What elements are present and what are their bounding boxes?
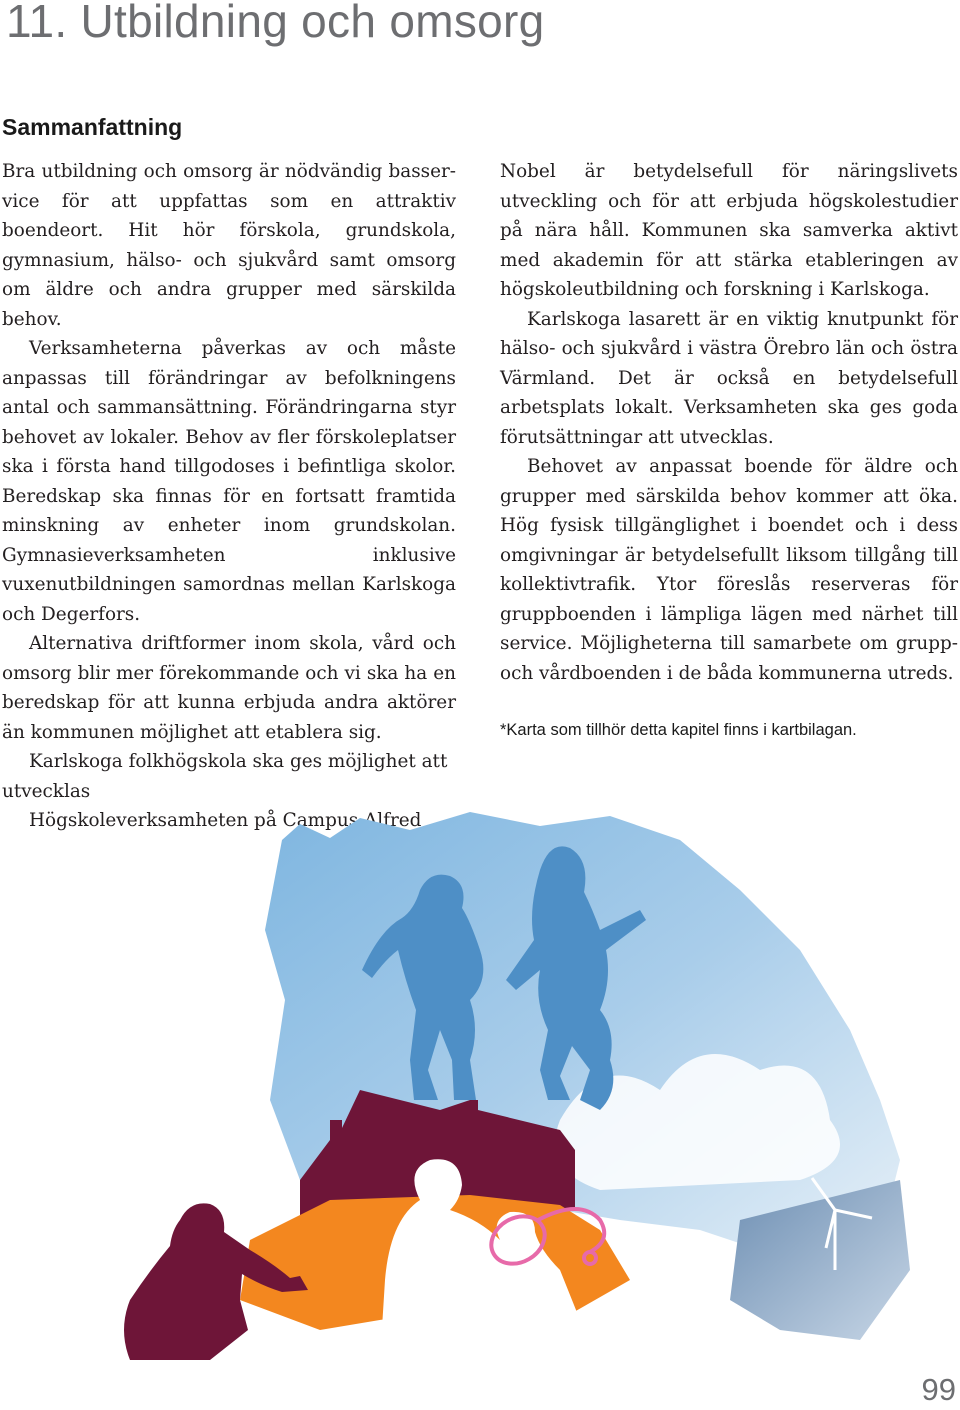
paragraph: Karlskoga lasarett är en viktig knutpunkt för hälso- och sjukvård i västra Örebro län och östra Värmland. Det är också en betydelsefull arbetsplats lokalt. Verksamheten ska ges goda förutsättningar att utvecklas. [500, 308, 958, 448]
section-heading: Sammanfattning [2, 114, 183, 140]
map-note: *Karta som tillhör detta kapitel finns i kartbilagan. [500, 721, 857, 739]
left-column [2, 157, 456, 836]
paragraph: Verksamheterna påverkas av och måste anpassas till förändringar av befolkningens antal och sammansättning. Förändringarna styr behovet av lokaler. Behov av fler förskoleplatser ska i första hand tillgodoses i befintliga skolor. Beredskap ska finnas för en fortsatt framtida minskning av enheter inom grundskolan. Gymnasieverksamheten inklusive vuxenutbildningen samordnas mellan Karlskoga och Degerfors. [2, 338, 456, 625]
illustration-collage [0, 800, 960, 1360]
paragraph: Alternativa driftformer inom skola, vård och omsorg blir mer förekommande och vi ska ha en beredskap för att kunna erbjuda andra aktörer än kommunen möjlighet att etablera sig. [2, 633, 456, 743]
paragraph: Högskoleverksamheten på Campus Alfred [29, 810, 422, 831]
paragraph: Karlskoga folkhögskola ska ges möjlighet att utvecklas [2, 751, 448, 802]
paragraph: Behovet av anpassat boende för äldre och grupper med särskilda behov kommer att öka. Hög fysisk tillgänglighet i boendet och i dess omgivningar är betydelsefullt liksom tillgång till kollektivtrafik. Ytor föreslås reserveras för gruppboenden i lämpliga lägen med närhet till service. Möjligheterna till samarbete om grupp- och vårdboenden i de båda kommunerna utreds. [500, 456, 958, 684]
chapter-title: 11. Utbildning och omsorg [6, 0, 545, 47]
page-number: 99 [921, 1372, 956, 1407]
right-column [500, 157, 958, 688]
paragraph: Bra utbildning och omsorg är nödvändig basservice för att uppfattas som en attraktiv boendeort. Hit hör förskola, grundskola, gymnasium, hälso- och sjukvård samt omsorg om äldre och andra grupper med särskilda behov. [2, 161, 456, 330]
paragraph: Nobel är betydelsefull för näringslivets utveckling och för att erbjuda högskolestudier på nära håll. Kommunen ska samverka aktivt med akademin för att stärka etableringen av högskoleutbildning och forskning i Karlskoga. [500, 161, 958, 300]
